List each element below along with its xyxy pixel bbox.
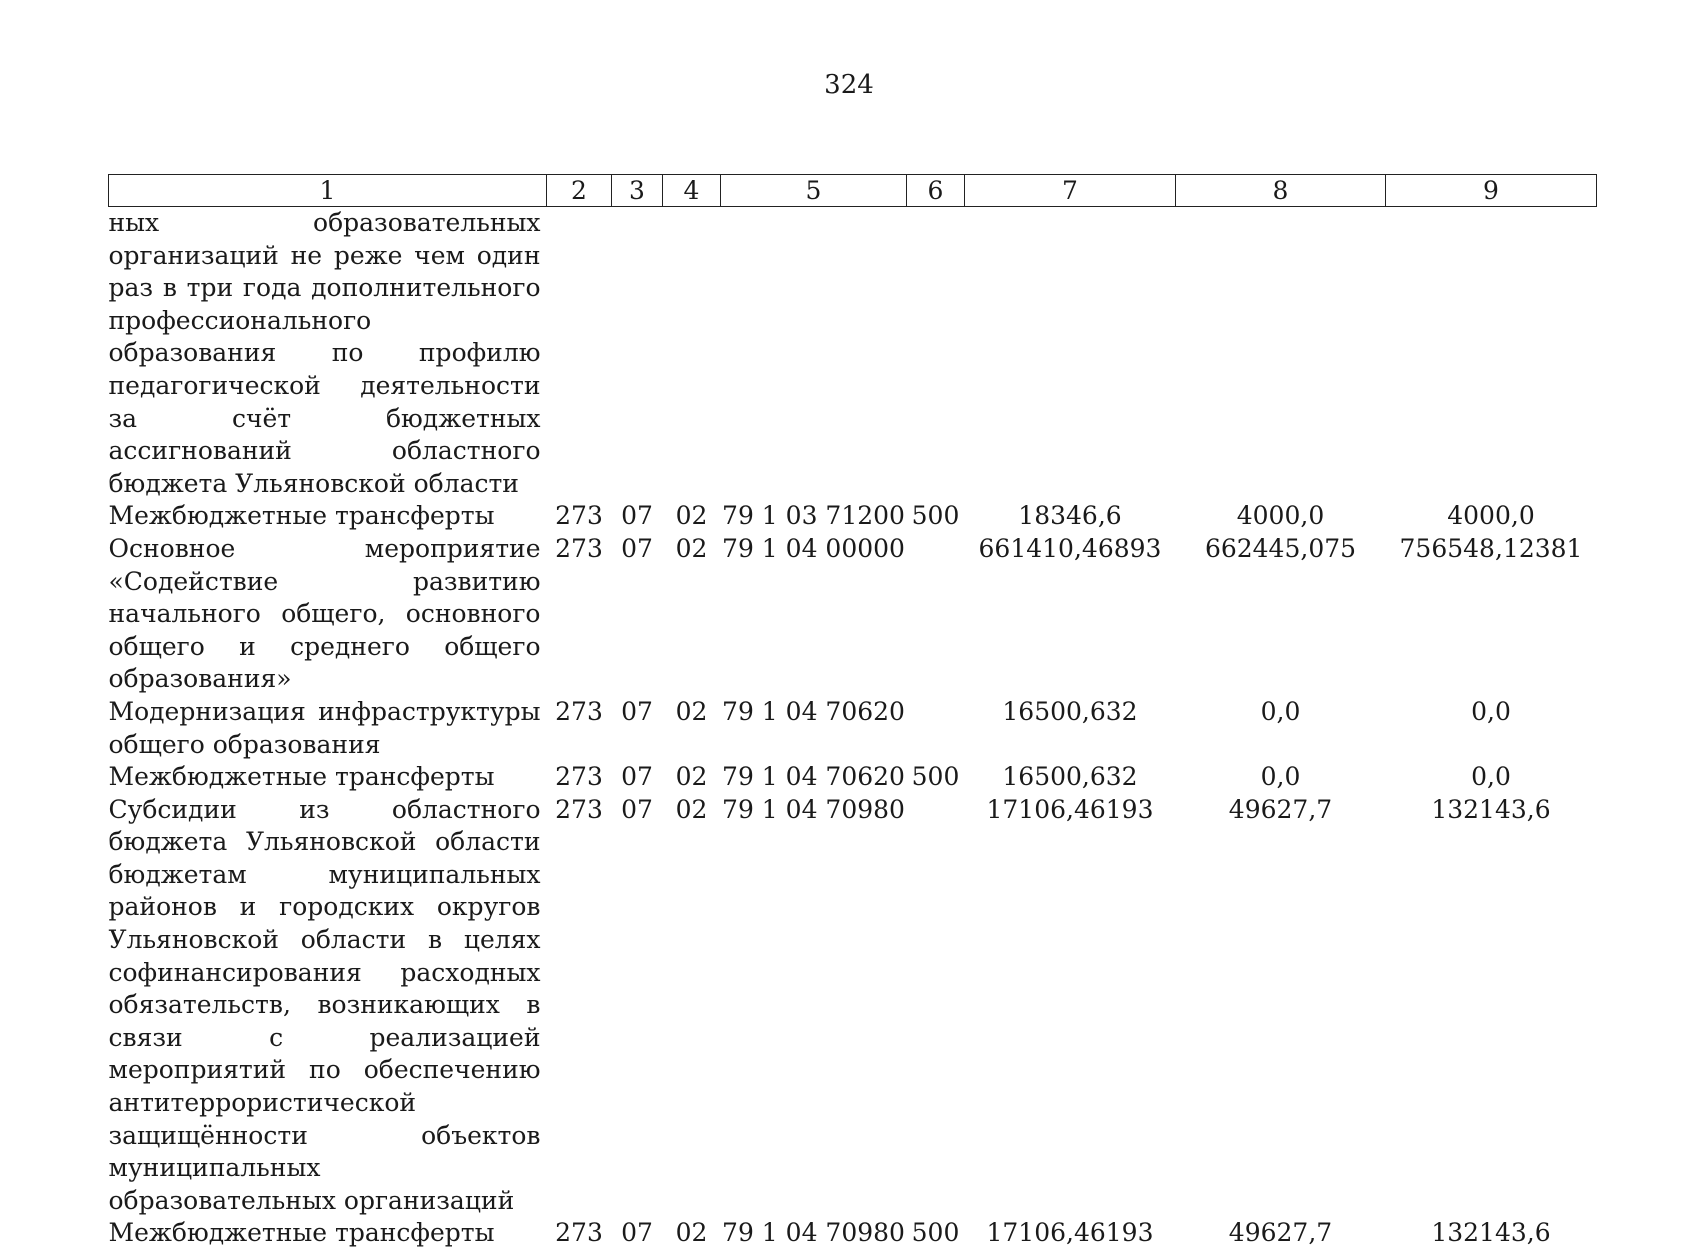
table-row [109, 761, 1597, 794]
cell-expense-type [907, 696, 965, 761]
column-header: 6 [907, 175, 965, 207]
cell-ministry-code: 273 [555, 794, 603, 824]
cell-ministry-code [547, 207, 612, 501]
column-header: 9 [1386, 175, 1597, 207]
header-row [109, 175, 1597, 207]
column-header: 7 [965, 175, 1176, 207]
cell-expense-type [907, 207, 965, 501]
cell-ministry-code: 273 [555, 533, 603, 563]
table-row [109, 696, 1597, 761]
cell-amount-3: 132143,6 [1431, 1218, 1551, 1248]
cell-amount-3: 0,0 [1471, 696, 1511, 726]
cell-amount-1 [965, 207, 1176, 501]
row-name: Межбюджетные трансферты [108, 1218, 495, 1248]
cell-target-article: 79 1 04 70980 [722, 794, 905, 824]
cell-section-code: 07 [621, 794, 653, 824]
table-row [109, 533, 1597, 696]
table-row [109, 794, 1597, 1218]
cell-subsection-code: 02 [675, 762, 708, 792]
budget-table [108, 174, 1597, 1250]
cell-amount-3: 756548,12381 [1399, 533, 1583, 563]
cell-amount-2: 4000,0 [1236, 501, 1325, 531]
cell-target-article: 79 1 04 70620 [722, 762, 905, 792]
cell-target-article: 79 1 03 71200 [722, 501, 905, 531]
cell-section-code: 07 [621, 762, 653, 792]
table-row [109, 500, 1597, 533]
cell-amount-1: 18346,6 [1018, 501, 1122, 531]
cell-amount-3: 132143,6 [1431, 794, 1551, 824]
row-name: Межбюджетные трансферты [108, 501, 495, 531]
column-header: 5 [721, 175, 907, 207]
cell-amount-2: 49627,7 [1228, 1218, 1333, 1248]
cell-target-article: 79 1 04 00000 [722, 533, 905, 563]
cell-amount-2: 0,0 [1260, 762, 1301, 792]
cell-section-code: 07 [621, 501, 653, 531]
row-name: ных образовательных организаций не реже чем один раз в три года дополнительного профессионального образования по профилю педагогической деятельности за счёт бюджетных ассигнований областного бюджета Ульяновской области [108, 208, 541, 498]
cell-target-article: 79 1 04 70980 [722, 1218, 905, 1248]
cell-subsection-code: 02 [675, 794, 708, 824]
cell-section-code: 07 [621, 696, 653, 726]
cell-amount-3: 4000,0 [1447, 501, 1535, 531]
cell-subsection-code: 02 [675, 501, 708, 531]
page-number: 324 [824, 70, 874, 100]
row-name: Межбюджетные трансферты [108, 762, 495, 792]
column-header: 2 [547, 175, 612, 207]
row-name: Субсидии из областного бюджета Ульяновской области бюджетам муниципальных районов и городских округов Ульяновской области в целях софинансирования расходных обязательств, возникающих в связи с реализацией мероприятий по обеспечению антитеррористической защищённости объектов муниципальных образовательных организаций [108, 794, 541, 1215]
cell-amount-2: 662445,075 [1204, 533, 1357, 563]
column-header: 4 [663, 175, 721, 207]
cell-subsection-code: 02 [675, 696, 708, 726]
cell-subsection-code: 02 [675, 1218, 708, 1248]
cell-expense-type [907, 794, 965, 1218]
row-name: Основное мероприятие «Содействие развитию начального общего, основного общего и среднего общего образования» [108, 533, 541, 694]
cell-amount-2: 0,0 [1260, 696, 1301, 726]
cell-amount-2 [1176, 207, 1386, 501]
cell-subsection-code: 02 [675, 533, 708, 563]
cell-amount-1: 17106,46193 [986, 1218, 1154, 1248]
cell-amount-3: 0,0 [1471, 762, 1511, 792]
cell-amount-3 [1386, 207, 1597, 501]
cell-ministry-code: 273 [555, 501, 603, 531]
table-row [109, 207, 1597, 501]
cell-section-code: 07 [621, 1218, 653, 1248]
cell-subsection-code [663, 207, 721, 501]
cell-target-article: 79 1 04 70620 [722, 696, 905, 726]
cell-amount-1: 17106,46193 [986, 794, 1154, 824]
cell-amount-2: 49627,7 [1228, 794, 1333, 824]
cell-amount-1: 16500,632 [1002, 762, 1138, 792]
cell-expense-type: 500 [911, 1218, 960, 1248]
cell-target-article [721, 207, 907, 501]
cell-amount-1: 16500,632 [1002, 696, 1138, 726]
row-name: Модернизация инфраструктуры общего образования [108, 696, 541, 759]
cell-ministry-code: 273 [555, 1218, 603, 1248]
table-row [109, 1217, 1597, 1250]
column-header: 1 [109, 175, 547, 207]
cell-ministry-code: 273 [555, 762, 603, 792]
cell-expense-type [907, 533, 965, 696]
column-header: 3 [612, 175, 663, 207]
cell-section-code: 07 [621, 533, 653, 563]
cell-amount-1: 661410,46893 [978, 533, 1162, 563]
column-header: 8 [1176, 175, 1386, 207]
cell-expense-type: 500 [911, 762, 960, 792]
cell-expense-type: 500 [911, 501, 960, 531]
cell-section-code [612, 207, 663, 501]
cell-ministry-code: 273 [555, 696, 603, 726]
